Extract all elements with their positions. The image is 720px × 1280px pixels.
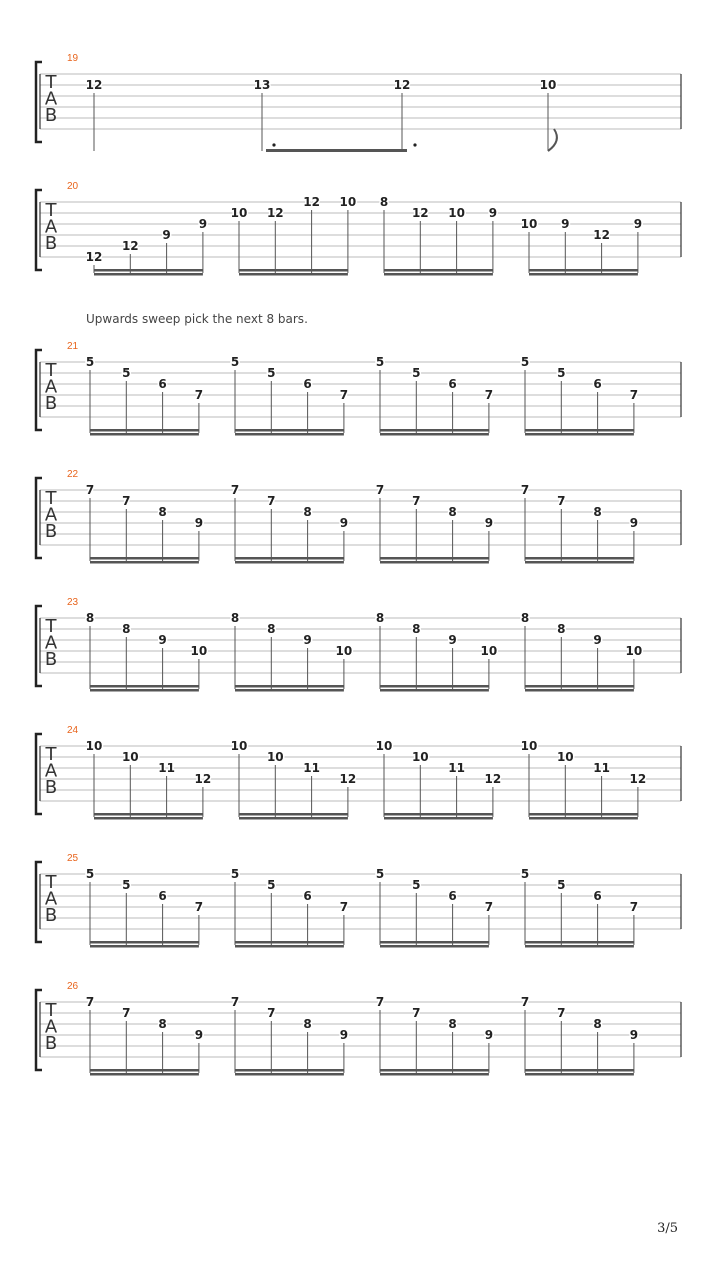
beam [380,561,489,564]
fret-number: 13 [253,78,271,92]
beam [235,561,344,564]
fret-number: 7 [122,494,131,508]
fret-number: 7 [520,995,530,1009]
fret-number: 11 [448,761,465,775]
fret-number: 8 [593,1017,602,1031]
beam [380,1069,489,1072]
fret-number: 7 [194,388,204,402]
fret-number: 6 [158,889,167,903]
tab-clef-letter: B [44,649,58,670]
fret-number: 10 [556,750,574,764]
fret-number: 10 [85,739,103,753]
fret-number: 7 [629,388,639,402]
tab-clef-letter: B [44,105,58,126]
fret-number: 9 [303,633,312,647]
beam [525,685,634,688]
beam [384,273,493,276]
fret-number: 10 [335,644,353,658]
tab-clef-letter: T [45,360,57,381]
fret-number: 7 [230,995,240,1009]
fret-number: 10 [411,750,429,764]
beam [90,1073,199,1076]
tab-clef-letter: B [44,233,58,254]
beam [94,813,203,816]
measure-number: 19 [67,53,79,64]
tab-clef-letter: B [44,521,58,542]
fret-number: 9 [194,1028,204,1042]
fret-number: 7 [484,388,494,402]
fret-number: 8 [379,195,389,209]
beam [266,149,407,152]
beam [90,685,199,688]
fret-number: 10 [480,644,498,658]
fret-number: 10 [266,750,284,764]
fret-number: 9 [194,516,204,530]
measure-number: 22 [67,469,79,480]
beam [90,941,199,944]
fret-number: 10 [339,195,357,209]
page-number: 3/5 [657,1221,678,1236]
fret-number: 6 [593,889,602,903]
fret-number: 9 [561,217,570,231]
beam [529,817,638,820]
beam [525,1069,634,1072]
fret-number: 5 [375,867,385,881]
fret-number: 7 [230,483,240,497]
fret-number: 10 [230,206,248,220]
beam [525,689,634,692]
fret-number: 8 [230,611,240,625]
beam [525,557,634,560]
tab-clef-letter: T [45,744,57,765]
fret-number: 6 [303,889,312,903]
fret-number: 10 [230,739,248,753]
beam [384,269,493,272]
fret-number: 8 [520,611,530,625]
fret-number: 9 [633,217,643,231]
beam [239,269,348,272]
fret-number: 12 [85,78,103,92]
fret-number: 7 [267,1006,276,1020]
beam [94,273,203,276]
beam [380,685,489,688]
fret-number: 10 [190,644,208,658]
fret-number: 5 [412,878,421,892]
fret-number: 7 [339,388,349,402]
fret-number: 12 [121,239,139,253]
fret-number: 10 [520,739,538,753]
beam [235,945,344,948]
beam [380,557,489,560]
beam [235,689,344,692]
fret-number: 8 [448,505,457,519]
fret-number: 8 [412,622,421,636]
tab-clef-letter: A [44,760,58,782]
beam [235,1069,344,1072]
beam [235,1073,344,1076]
beam [525,941,634,944]
fret-number: 5 [557,366,566,380]
fret-number: 6 [593,377,602,391]
beam [90,557,199,560]
fret-number: 9 [488,206,498,220]
fret-number: 10 [121,750,139,764]
beam [380,429,489,432]
fret-number: 12 [85,250,103,264]
beam [525,1073,634,1076]
fret-number: 6 [448,377,457,391]
fret-number: 6 [448,889,457,903]
fret-number: 9 [339,516,349,530]
fret-number: 7 [122,1006,131,1020]
fret-number: 12 [593,228,610,242]
note-flag [548,129,557,151]
fret-number: 5 [122,878,131,892]
beam [235,941,344,944]
fret-number: 8 [448,1017,457,1031]
fret-number: 8 [122,622,131,636]
tab-clef-letter: T [45,872,57,893]
fret-number: 7 [484,900,494,914]
beam [239,813,348,816]
fret-number: 5 [267,366,276,380]
beam [90,433,199,436]
fret-number: 7 [267,494,276,508]
beam [94,817,203,820]
tab-clef-letter: B [44,777,58,798]
beam [380,433,489,436]
fret-number: 7 [339,900,349,914]
fret-number: 12 [411,206,429,220]
tab-clef-letter: A [44,376,58,398]
fret-number: 8 [375,611,385,625]
fret-number: 5 [230,355,240,369]
fret-number: 9 [158,633,167,647]
beam [529,273,638,276]
fret-number: 7 [629,900,639,914]
fret-number: 7 [85,483,95,497]
fret-number: 5 [85,867,95,881]
tab-clef-letter: A [44,216,58,238]
beam [94,269,203,272]
tab-clef-letter: A [44,632,58,654]
fret-number: 12 [484,772,502,786]
fret-number: 9 [484,1028,494,1042]
instruction-text: Upwards sweep pick the next 8 bars. [86,312,308,326]
fret-number: 8 [85,611,95,625]
fret-number: 7 [375,483,385,497]
fret-number: 10 [375,739,393,753]
tab-clef-letter: T [45,72,57,93]
fret-number: 5 [520,355,530,369]
beam [239,273,348,276]
measure-number: 20 [67,181,79,192]
beam [525,561,634,564]
tab-clef-letter: B [44,393,58,414]
fret-number: 12 [194,772,212,786]
fret-number: 9 [629,516,639,530]
fret-number: 5 [412,366,421,380]
measure-number: 25 [67,853,79,864]
beam [90,429,199,432]
fret-number: 9 [629,1028,639,1042]
fret-number: 5 [520,867,530,881]
fret-number: 9 [593,633,602,647]
beam [235,429,344,432]
fret-number: 7 [412,1006,421,1020]
beam [525,429,634,432]
tab-clef-letter: A [44,88,58,110]
fret-number: 12 [393,78,411,92]
fret-number: 8 [158,505,167,519]
fret-number: 9 [162,228,171,242]
beam [90,689,199,692]
fret-number: 5 [230,867,240,881]
beam [90,1069,199,1072]
tab-clef-letter: T [45,616,57,637]
fret-number: 12 [339,772,357,786]
fret-number: 7 [85,995,95,1009]
tab-clef-letter: A [44,504,58,526]
fret-number: 9 [484,516,494,530]
fret-number: 11 [158,761,175,775]
measure-number: 26 [67,981,79,992]
tab-clef-letter: A [44,888,58,910]
fret-number: 9 [448,633,457,647]
beam [525,945,634,948]
fret-number: 8 [303,1017,312,1031]
fret-number: 8 [303,505,312,519]
fret-number: 7 [412,494,421,508]
fret-number: 8 [557,622,566,636]
beam [529,269,638,272]
fret-number: 11 [593,761,610,775]
fret-number: 5 [557,878,566,892]
tab-clef-letter: B [44,1033,58,1054]
fret-number: 9 [339,1028,349,1042]
fret-number: 8 [593,505,602,519]
fret-number: 8 [158,1017,167,1031]
beam [384,813,493,816]
fret-number: 8 [267,622,276,636]
fret-number: 7 [194,900,204,914]
measure-number: 24 [67,725,79,736]
tab-clef-letter: B [44,905,58,926]
beam [380,689,489,692]
beam [90,945,199,948]
measure-number: 23 [67,597,79,608]
fret-number: 6 [303,377,312,391]
tab-clef-letter: T [45,200,57,221]
fret-number: 10 [539,78,557,92]
fret-number: 11 [303,761,320,775]
fret-number: 7 [557,1006,566,1020]
beam [380,945,489,948]
fret-number: 12 [629,772,647,786]
fret-number: 5 [267,878,276,892]
tab-clef-letter: T [45,488,57,509]
measure-number: 21 [67,341,79,352]
tab-clef-letter: A [44,1016,58,1038]
fret-number: 10 [625,644,643,658]
dot [272,143,275,146]
beam [239,817,348,820]
dot [413,143,416,146]
fret-number: 12 [303,195,320,209]
beam [380,1073,489,1076]
beam [90,561,199,564]
beam [529,813,638,816]
fret-number: 7 [557,494,566,508]
fret-number: 5 [375,355,385,369]
beam [384,817,493,820]
fret-number: 12 [266,206,284,220]
fret-number: 5 [122,366,131,380]
tab-clef-letter: T [45,1000,57,1021]
fret-number: 7 [375,995,385,1009]
beam [235,433,344,436]
fret-number: 9 [198,217,208,231]
beam [380,941,489,944]
fret-number: 6 [158,377,167,391]
fret-number: 10 [520,217,538,231]
beam [235,685,344,688]
beam [235,557,344,560]
fret-number: 5 [85,355,95,369]
fret-number: 10 [448,206,465,220]
fret-number: 7 [520,483,530,497]
beam [525,433,634,436]
